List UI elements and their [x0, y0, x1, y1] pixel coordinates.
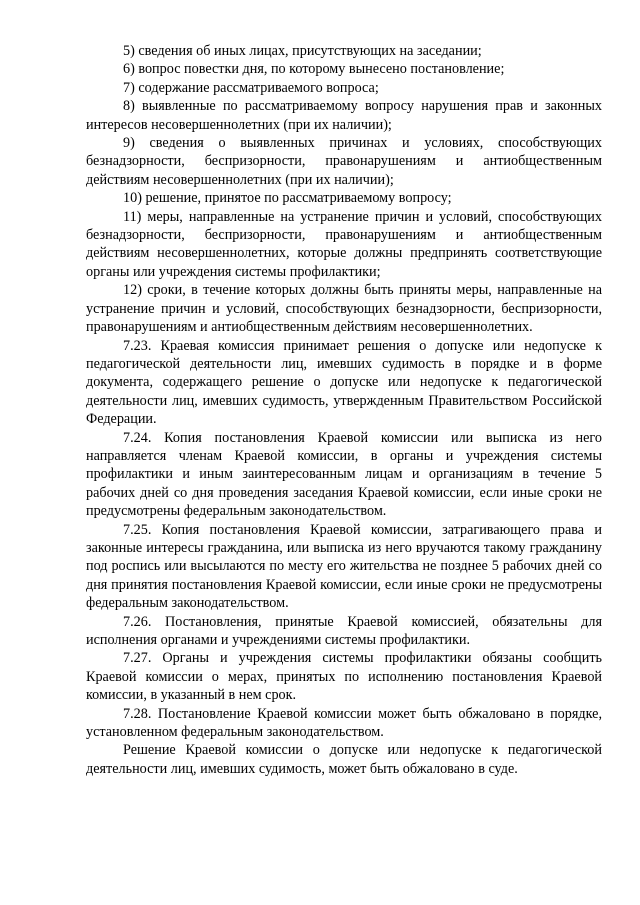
clause-7-28: 7.28. Постановление Краевой комиссии может быть обжаловано в порядке, установленном федеральным законодательством. — [86, 705, 602, 741]
list-item-8: 8) выявленные по рассматриваемому вопросу нарушения прав и законных интересов несовершеннолетних (при их наличии); — [86, 98, 602, 133]
list-item-9: 9) сведения о выявленных причинах и условиях, способствующих безнадзорности, беспризорности, правонарушениям и антиобщественным действиям несовершеннолетних (при их наличии); — [86, 135, 602, 188]
appeal-paragraph: Решение Краевой комиссии о допуске или недопуске к педагогической деятельности лиц, имевших судимость, может быть обжаловано в суде. — [86, 742, 602, 777]
clause-7-27: 7.27. Органы и учреждения системы профилактики обязаны сообщить Краевой комиссии о мерах, принятых по исполнению постановления Краевой комиссии, в указанный в нем срок. — [86, 650, 602, 704]
document-page — [86, 42, 602, 778]
list-item-10: 10) решение, принятое по рассматриваемому вопросу; — [123, 190, 452, 207]
list-item-5: 5) сведения об иных лицах, присутствующих на заседании; — [123, 43, 482, 59]
clause-7-23: 7.23. Краевая комиссия принимает решения о допуске или недопуске к педагогической деятельности лиц, имевших судимость в порядке и в форме документа, содержащего решение о допуске или недопуске к педагогической деятельности лиц, имевших судимость, утвержденным Правительством Российской Федерации. — [86, 337, 602, 428]
clause-7-24: 7.24. Копия постановления Краевой комиссии или выписка из него направляется членам Краевой комиссии, в органы и учреждения системы профилактики и иным заинтересованным лицам и организациям в течение 5 рабочих дней со дня проведения заседания Краевой комиссии, если иные сроки не предусмотрены федеральным законодательством. — [86, 429, 602, 520]
clause-7-25: 7.25. Копия постановления Краевой комиссии, затрагивающего права и законные интересы гражданина, или выписка из него вручаются такому гражданину под роспись или высылаются по месту его жительства не позднее 5 рабочих дней со дня принятия постановления Краевой комиссии, если иные сроки не предусмотрены федеральным законодательством. — [86, 521, 602, 612]
list-item-7: 7) содержание рассматриваемого вопроса; — [123, 79, 379, 96]
list-item-6: 6) вопрос повестки дня, по которому вынесено постановление; — [123, 61, 505, 78]
list-item-11: 11) меры, направленные на устранение причин и условий, способствующих безнадзорности, беспризорности, правонарушениям и антиобщественным действиям несовершеннолетних, которые должны предпринять соответствующие органы или учреждения системы профилактики; — [86, 208, 602, 280]
clause-7-26: 7.26. Постановления, принятые Краевой комиссией, обязательны для исполнения органами и учреждениями системы профилактики. — [86, 613, 602, 648]
list-item-12: 12) сроки, в течение которых должны быть приняты меры, направленные на устранение причин и условий, способствующих безнадзорности, беспризорности, правонарушениям и антиобщественным действиям несовершеннолетних. — [86, 282, 602, 336]
